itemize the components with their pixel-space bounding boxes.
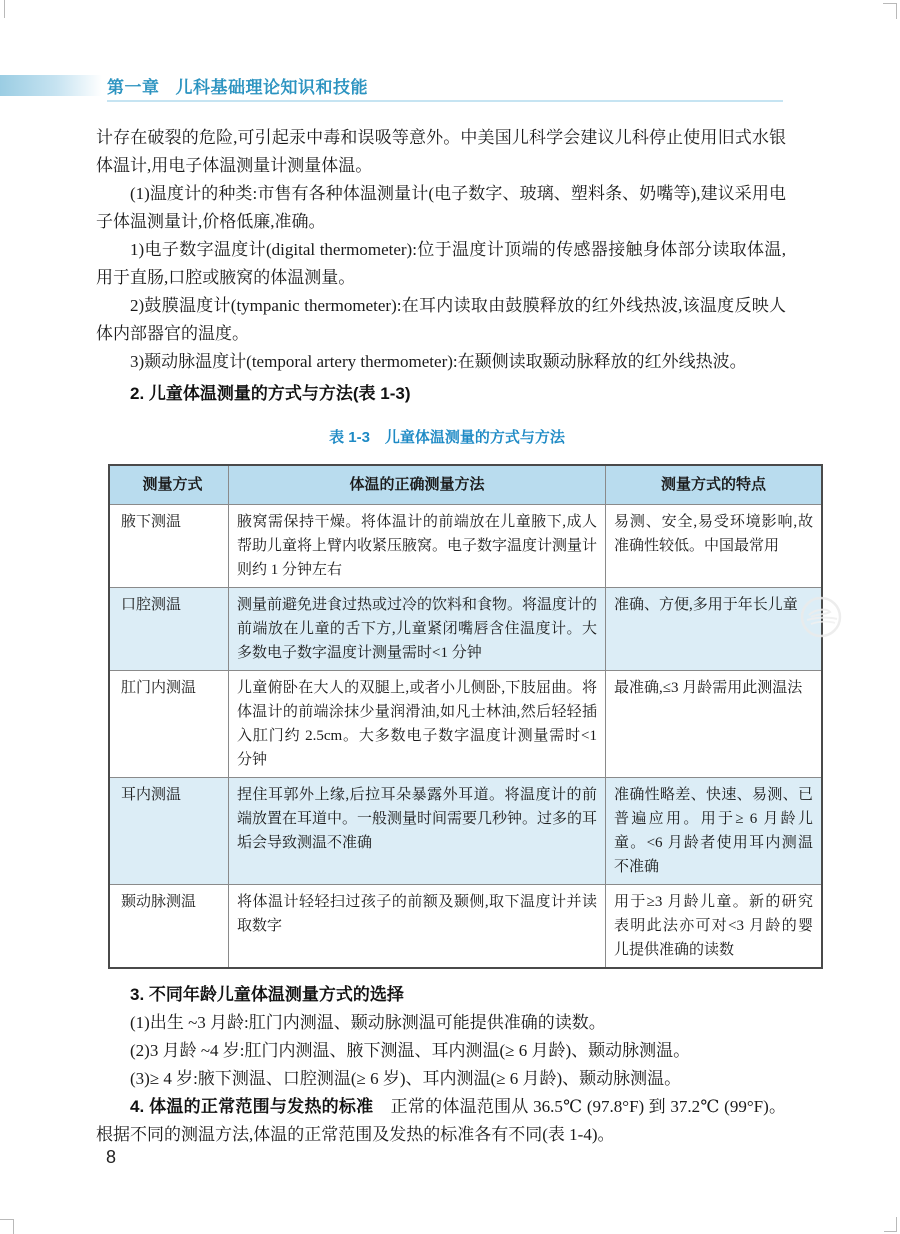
publisher-watermark-icon xyxy=(799,595,843,639)
table-row-axillary xyxy=(109,505,822,588)
table-row-rectal xyxy=(109,671,822,778)
crop-mark-top-left xyxy=(4,0,5,18)
column-header-features: 测量方式的特点 xyxy=(606,465,823,505)
column-header-procedure: 体温的正确测量方法 xyxy=(229,465,606,505)
table-row-ear xyxy=(109,778,822,885)
paragraph-age-newborn: (1)出生 ~3 月龄:肛门内测温、颞动脉测温可能提供准确的读数。 xyxy=(130,1013,606,1032)
table-header-row xyxy=(109,465,822,505)
header-rule xyxy=(107,100,783,102)
table-1-3-block xyxy=(96,424,813,969)
chapter-title: 儿科基础理论知识和技能 xyxy=(175,78,368,97)
section-heading-4: 4. 体温的正常范围与发热的标准 xyxy=(130,1097,374,1116)
table-row-temporal-artery xyxy=(109,885,822,969)
crop-mark-top-right xyxy=(883,3,897,19)
cell-procedure: 测量前避免进食过热或过冷的饮料和食物。将温度计的前端放在儿童的舌下方,儿童紧闭嘴唇含住温度计。大多数电子数字温度计测量需时<1 分钟 xyxy=(229,588,606,671)
table-row-oral xyxy=(109,588,822,671)
cell-features: 易测、安全,易受环境影响,故准确性较低。中国最常用 xyxy=(606,505,823,588)
cell-method: 耳内测温 xyxy=(109,778,229,885)
cell-features: 准确性略差、快速、易测、已普遍应用。用于≥ 6 月龄儿童。<6 月龄者使用耳内测温不准确 xyxy=(606,778,823,885)
table-title: 表 1-3 儿童体温测量的方式与方法 xyxy=(329,429,565,446)
paragraph-tympanic-thermometer: 2)鼓膜温度计(tympanic thermometer):在耳内读取由鼓膜释放的红外线热波,该温度反映人体内部器官的温度。 xyxy=(96,296,786,343)
section-heading-3: 3. 不同年龄儿童体温测量方式的选择 xyxy=(130,985,404,1004)
crop-mark-bottom-left xyxy=(0,1219,14,1234)
section-heading-2: 2. 儿童体温测量的方式与方法(表 1-3) xyxy=(130,384,411,403)
paragraph-thermometer-types: (1)温度计的种类:市售有各种体温测量计(电子数字、玻璃、塑料条、奶嘴等),建议采用电子体温测量计,价格低廉,准确。 xyxy=(96,184,786,231)
running-head-text xyxy=(107,73,368,98)
cell-procedure: 儿童俯卧在大人的双腿上,或者小儿侧卧,下肢屈曲。将体温计的前端涂抹少量润滑油,如凡士林油,然后轻轻插入肛门约 2.5cm。大多数电子数字温度计测量需时<1 分钟 xyxy=(229,671,606,778)
page-body xyxy=(96,124,813,1149)
cell-features: 用于≥3 月龄儿童。新的研究表明此法亦可对<3 月龄的婴儿提供准确的读数 xyxy=(606,885,823,969)
paragraph-normal-range xyxy=(96,1093,786,1149)
normal-range-text: 正常的体温范围从 36.5℃ (97.8°F) 到 37.2℃ (99°F)。根据不同的测温方法,体温的正常范围及发热的标准各有不同(表 1-4)。 xyxy=(96,1097,787,1144)
page-number: 8 xyxy=(106,1147,117,1167)
cell-method: 腋下测温 xyxy=(109,505,229,588)
chapter-accent-bar xyxy=(0,75,102,96)
cell-method: 肛门内测温 xyxy=(109,671,229,778)
cell-method: 口腔测温 xyxy=(109,588,229,671)
paragraph-intro: 计存在破裂的危险,可引起汞中毒和误吸等意外。中美国儿科学会建议儿科停止使用旧式水银体温计,用电子体温测量计测量体温。 xyxy=(96,128,786,175)
cell-procedure: 腋窝需保持干燥。将体温计的前端放在儿童腋下,成人帮助儿童将上臂内收紧压腋窝。电子数字温度计测量计则约 1 分钟左右 xyxy=(229,505,606,588)
paragraph-temporal-thermometer: 3)颞动脉温度计(temporal artery thermometer):在颞侧读取颞动脉释放的红外线热波。 xyxy=(130,352,747,371)
column-header-method: 测量方式 xyxy=(109,465,229,505)
measurement-methods-table xyxy=(108,464,823,969)
cell-method: 颞动脉测温 xyxy=(109,885,229,969)
paragraph-age-over4: (3)≥ 4 岁:腋下测温、口腔测温(≥ 6 岁)、耳内测温(≥ 6 月龄)、颞动脉测温。 xyxy=(130,1069,682,1088)
cell-procedure: 将体温计轻轻扫过孩子的前额及颞侧,取下温度计并读取数字 xyxy=(229,885,606,969)
cell-features: 最准确,≤3 月龄需用此测温法 xyxy=(606,671,823,778)
cell-features: 准确、方便,多用于年长儿童 xyxy=(606,588,823,671)
cell-procedure: 捏住耳郭外上缘,后拉耳朵暴露外耳道。将温度计的前端放置在耳道中。一般测量时间需要几秒钟。过多的耳垢会导致测温不准确 xyxy=(229,778,606,885)
chapter-number: 第一章 xyxy=(107,78,160,97)
paragraph-age-3m-4y: (2)3 月龄 ~4 岁:肛门内测温、腋下测温、耳内测温(≥ 6 月龄)、颞动脉测温。 xyxy=(130,1041,691,1060)
crop-mark-bottom-right xyxy=(884,1217,897,1232)
paragraph-digital-thermometer: 1)电子数字温度计(digital thermometer):位于温度计顶端的传感器接触身体部分读取体温,用于直肠,口腔或腋窝的体温测量。 xyxy=(96,240,786,287)
